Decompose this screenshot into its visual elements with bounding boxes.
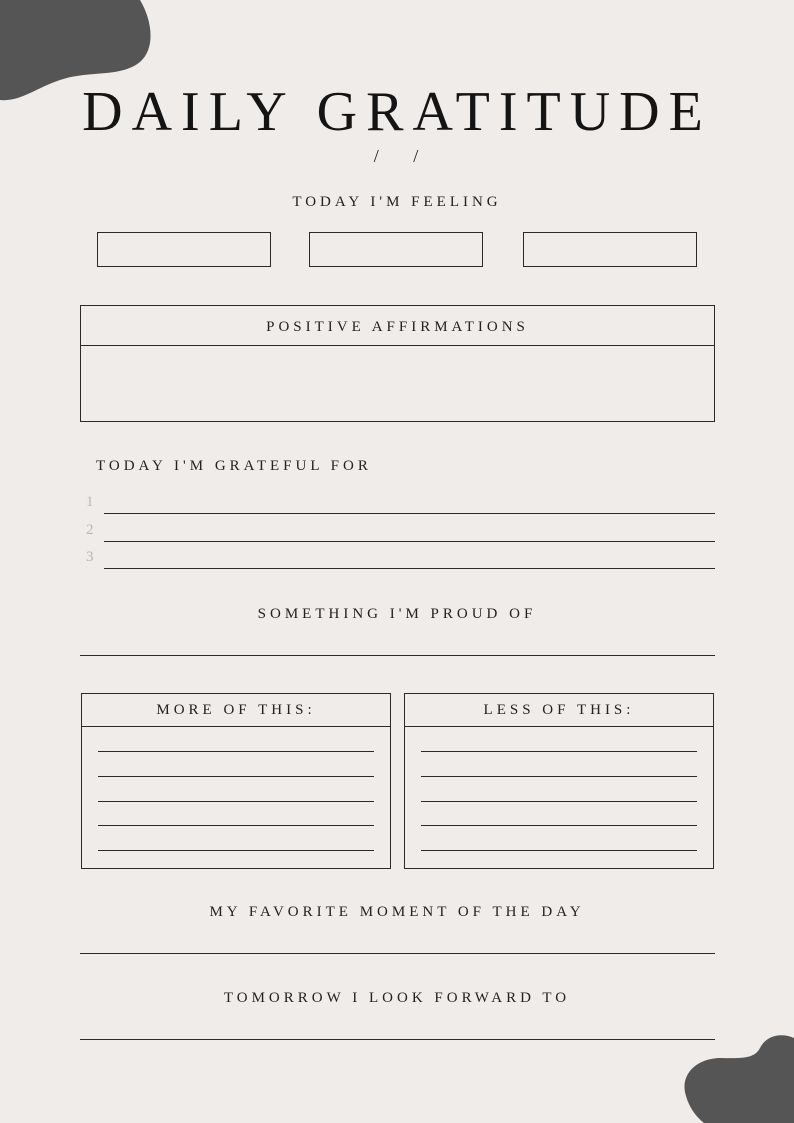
- grateful-label: TODAY I'M GRATEFUL FOR: [96, 458, 372, 474]
- page-title: DAILY GRATITUDE: [82, 81, 712, 143]
- affirmations-label: POSITIVE AFFIRMATIONS: [266, 319, 529, 335]
- less-line-3[interactable]: [421, 801, 697, 802]
- less-line-1[interactable]: [421, 751, 697, 752]
- grateful-number-3: 3: [86, 549, 94, 565]
- feeling-box-2[interactable]: [309, 232, 483, 267]
- proud-label: SOMETHING I'M PROUD OF: [257, 606, 537, 622]
- corner-blob-bottom-right: [680, 1030, 794, 1123]
- more-line-5[interactable]: [98, 850, 374, 851]
- grateful-line-3[interactable]: [104, 568, 715, 569]
- more-line-3[interactable]: [98, 801, 374, 802]
- tomorrow-label: TOMORROW I LOOK FORWARD TO: [223, 990, 571, 1006]
- favorite-moment-line[interactable]: [80, 953, 715, 954]
- more-line-2[interactable]: [98, 776, 374, 777]
- less-line-2[interactable]: [421, 776, 697, 777]
- more-of-this-card: [81, 693, 391, 869]
- less-of-this-card: [404, 693, 714, 869]
- more-of-this-label: MORE OF THIS:: [82, 694, 390, 727]
- more-line-1[interactable]: [98, 751, 374, 752]
- feeling-box-3[interactable]: [523, 232, 697, 267]
- favorite-moment-label: MY FAVORITE MOMENT OF THE DAY: [209, 904, 585, 920]
- affirmations-box[interactable]: [80, 305, 715, 422]
- tomorrow-line[interactable]: [80, 1039, 715, 1040]
- proud-line[interactable]: [80, 655, 715, 656]
- grateful-line-2[interactable]: [104, 541, 715, 542]
- less-line-4[interactable]: [421, 825, 697, 826]
- less-of-this-label: LESS OF THIS:: [405, 694, 713, 727]
- more-line-4[interactable]: [98, 825, 374, 826]
- less-line-5[interactable]: [421, 850, 697, 851]
- grateful-number-2: 2: [86, 522, 94, 538]
- affirmations-header: [81, 306, 714, 346]
- feeling-box-1[interactable]: [97, 232, 271, 267]
- grateful-line-1[interactable]: [104, 513, 715, 514]
- grateful-number-1: 1: [86, 494, 94, 510]
- feeling-label: TODAY I'M FEELING: [292, 194, 502, 210]
- date-field[interactable]: / /: [373, 146, 421, 166]
